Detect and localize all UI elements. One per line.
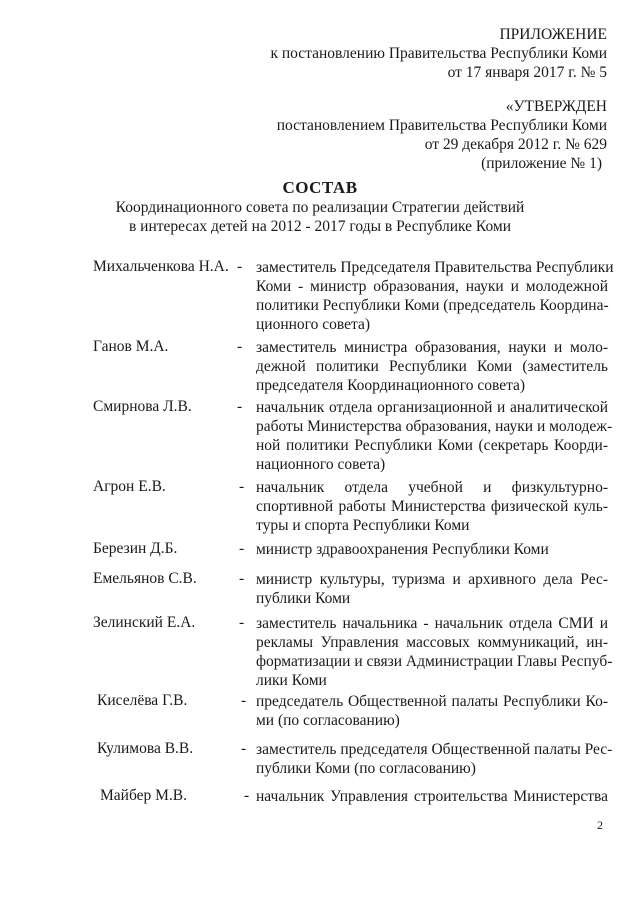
appendix-ref-line: к постановлению Правительства Республики Коми: [270, 45, 607, 62]
member-dash: -: [237, 398, 243, 415]
member-role: заместитель Председателя Правительства Республики Коми - министр образования, науки и молодежной политики Республики Коми (председатель Координа- ционного совета): [256, 259, 614, 333]
subtitle-line-2: в интересах детей на 2012 - 2017 годы в Республике Коми: [128, 218, 512, 235]
approved-date-line: от 29 декабря 2012 г. № 629: [424, 136, 607, 153]
appendix-date-line: от 17 января 2017 г. № 5: [447, 64, 607, 81]
member-dash: -: [239, 540, 245, 557]
member-dash: -: [239, 570, 245, 587]
approved-ref-line: постановлением Правительства Республики Коми: [276, 117, 607, 134]
member-role: начальник отдела учебной и физкультурно- спортивной работы Министерства физической куль- туры и спорта Республики Коми: [256, 479, 608, 534]
member-name: Зелинский Е.А.: [93, 614, 196, 631]
subtitle-line-1: Координационного совета по реализации Стратегии действий: [115, 199, 525, 216]
member-name: Киселёва Г.В.: [97, 692, 188, 709]
member-dash: -: [239, 614, 245, 631]
member-dash: -: [241, 740, 247, 757]
member-name: Кулимова В.В.: [97, 740, 194, 757]
member-dash: -: [239, 478, 245, 495]
member-dash: -: [244, 787, 250, 804]
member-role: начальник отдела организационной и аналитической работы Министерства образования, науки и молодеж- ной политики Республики Коми (секретарь Коорди- национного совета): [256, 399, 613, 473]
member-name: Майбер М.В.: [100, 787, 188, 804]
approved-label: «УТВЕРЖДЕН: [505, 98, 607, 115]
member-role: председатель Общественной палаты Республики Ко- ми (по согласованию): [256, 693, 608, 729]
page-number: 2: [597, 818, 603, 832]
member-name: Агрон Е.В.: [93, 478, 166, 495]
member-role: министр культуры, туризма и архивного дела Рес- публики Коми: [256, 571, 608, 607]
appendix-label: ПРИЛОЖЕНИЕ: [499, 26, 607, 43]
member-role: заместитель начальника - начальник отдела СМИ и рекламы Управления массовых коммуникаций, ин- форматизации и связи Администрации Главы Респуб- лики Коми: [256, 615, 613, 689]
member-name: Михальченкова Н.А.: [93, 258, 229, 275]
member-dash: -: [237, 338, 243, 355]
member-role: заместитель председателя Общественной палаты Рес- публики Коми (по согласованию): [256, 741, 613, 777]
member-name: Березин Д.Б.: [93, 540, 178, 557]
member-role: заместитель министра образования, науки и моло- дежной политики Республики Коми (заместитель председателя Координационного совета): [256, 339, 608, 394]
approved-appendix-note: (приложение № 1): [481, 155, 602, 172]
page-title: СОСТАВ: [282, 178, 358, 197]
member-name: Смирнова Л.В.: [93, 398, 192, 415]
member-name: Емельянов С.В.: [93, 570, 197, 587]
member-name: Ганов М.А.: [93, 338, 169, 355]
member-dash: -: [237, 258, 243, 275]
member-role: министр здравоохранения Республики Коми: [256, 541, 549, 558]
member-dash: -: [241, 692, 247, 709]
member-role: начальник Управления строительства Министерства: [256, 788, 608, 805]
